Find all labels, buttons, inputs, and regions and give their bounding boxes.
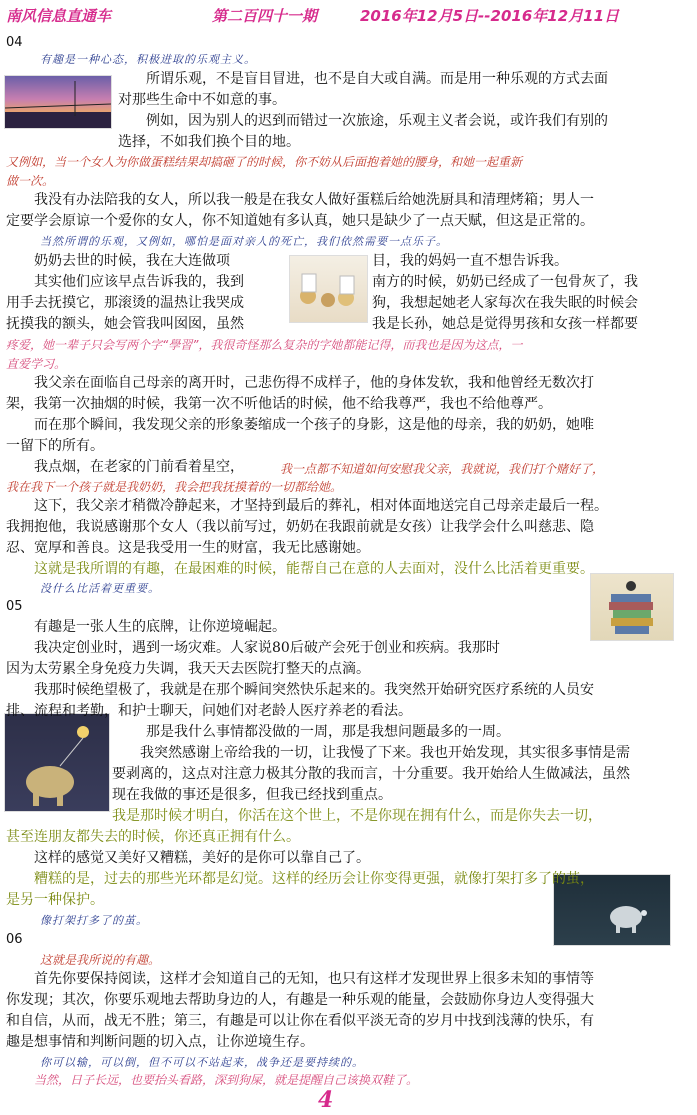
paragraph-line: 我父亲在面临自己母亲的离开时，己悲伤得不成样子，他的身体发软，我和他曾经无数次打: [34, 375, 594, 391]
annotation-line: 这就是我所说的有趣。: [40, 953, 161, 967]
paragraph-line: 抚摸我的额头，她会管我叫囡囡，虽然: [6, 316, 244, 332]
paragraph-line: 一留下的所有。: [6, 438, 104, 454]
paragraph-line: 狗，我想起她老人家每次在我失眠的时候会: [372, 295, 638, 311]
paragraph-line: 这样的感觉又美好又糟糕，美好的是你可以靠自己了。: [34, 850, 370, 866]
paragraph-line: 排、流程和考勤，和护士聊天，问她们对老龄人医疗养老的看法。: [6, 703, 412, 719]
paragraph-line: 定要学会原谅一个爱你的女人，你不知道她有多认真，她只是缺少了一点天赋，但这是正常的。: [6, 213, 594, 229]
paragraph-line: 首先你要保持阅读，这样才会知道自己的无知，也只有这样才发现世界上很多未知的事情等: [34, 971, 594, 987]
paragraph-line: 南方的时候，奶奶已经成了一包骨灰了，我: [372, 274, 638, 290]
paragraph-line: 目，我的妈妈一直不想告诉我。: [372, 253, 568, 269]
page-header: [0, 0, 697, 28]
highlight-line: 甚至连朋友都失去的时候，你还真正拥有什么。: [6, 829, 300, 845]
paragraph-line: 那是我什么事情都没做的一周，那是我想问题最多的一周。: [146, 724, 510, 740]
paragraph-line: 而在那个瞬间，我发现父亲的形象萎缩成一个孩子的身影，这是他的母亲，我的奶奶，她唯: [34, 417, 594, 433]
paragraph-line: 我没有办法陪我的女人，所以我一般是在我女人做好蛋糕后给她洗厨具和清理烤箱；男人一: [34, 192, 594, 208]
paragraph-line: 我突然感谢上帝给我的一切，让我慢了下来。我也开始发现，其实很多事情是需: [140, 745, 630, 761]
paragraph-line: 我拥抱他，我说感谢那个女人（我以前写过，奶奶在我跟前就是女孩）让我学会什么叫慈悲、隐: [6, 519, 594, 535]
annotation-line: 你可以输，可以倒，但不可以不站起来，战争还是要持续的。: [40, 1056, 364, 1069]
elephant-balloon-illustration: [4, 713, 110, 812]
issue-number: 第二百四十一期: [212, 7, 318, 25]
highlight-line: 糟糕的是，过去的那些光环都是幻觉。这样的经历会让你变得更强，就像打架打多了的茧，: [34, 871, 594, 887]
paragraph-line: 要剥离的，这点对注意力极其分散的我而言，十分重要。我开始给人生做减法，虽然: [112, 766, 630, 782]
photo-clips-image: [289, 255, 368, 323]
section-04-number: 04: [6, 35, 23, 50]
annotation-line: 我在我下一个孩子就是我奶奶，我会把我抚摸着的一切都给她。: [6, 480, 343, 494]
paragraph-line: 所谓乐观，不是盲目冒进，也不是自大或自满。而是用一种乐观的方式去面: [146, 71, 608, 87]
paragraph-line: 例如，因为别人的迟到而错过一次旅途，乐观主义者会说，或许我们有别的: [146, 113, 608, 129]
paragraph-line: 有趣是一张人生的底牌，让你逆境崛起。: [34, 619, 286, 635]
book-stack-illustration: [590, 573, 674, 641]
paragraph-line: 架，我第一次抽烟的时候，我第一次不听他话的时候，他不给我尊严，我也不给他尊严。: [6, 396, 552, 412]
paragraph-line: 因为太劳累全身免疫力失调，我天天去医院打整天的点滴。: [6, 661, 370, 677]
paragraph-line: 我决定创业时，遇到一场灾难。人家说80后破产会死于创业和疾病。我那时: [34, 640, 500, 656]
annotation-line: 又例如，当一个女人为你做蛋糕结果却搞砸了的时候，你不妨从后面抱着她的腰身，和她一起重新: [6, 155, 523, 169]
section-06-number: 06: [6, 932, 23, 947]
annotation-line: 当然，日子长远，也要抬头看路，深到狗屎，就是提醒自己该换双鞋了。: [34, 1073, 419, 1087]
paragraph-line: 忍、宽厚和善良。这是我受用一生的财富，我无比感谢她。: [6, 540, 370, 556]
paragraph-line: 我点烟，在老家的门前看着星空，: [34, 459, 244, 475]
paragraph-line: 其实他们应该早点告诉我的，我到: [34, 274, 244, 290]
paragraph-line: 这下，我父亲才稍微冷静起来，才坚持到最后的葬礼，相对体面地送完自己母亲走最后一程。: [34, 498, 608, 514]
annotation-line: 像打架打多了的茧。: [40, 914, 148, 927]
paragraph-line: 对那些生命中不如意的事。: [118, 92, 286, 108]
paragraph-line: 我是长孙，她总是觉得男孩和女孩一样都要: [372, 316, 638, 332]
section-05-number: 05: [6, 599, 23, 614]
date-range: 2016年12月5日--2016年12月11日: [360, 7, 620, 25]
newsletter-name: 南风信息直通车: [6, 7, 112, 25]
annotation-line: 做一次。: [6, 174, 55, 188]
annotation-line: 直爱学习。: [6, 357, 67, 371]
paragraph-line: 现在我做的事还是很多，但我已经找到重点。: [112, 787, 392, 803]
annotation-line: 没什么比活着更重要。: [40, 582, 160, 595]
highlight-line: 是另一种保护。: [6, 892, 104, 908]
paragraph-line: 选择，不如我们换个目的地。: [118, 134, 300, 150]
annotation-line: 当然所谓的乐观，又例如，哪怕是面对亲人的死亡，我们依然需要一点乐子。: [40, 235, 448, 248]
sunset-sky-image: [4, 75, 112, 129]
highlight-line: 这就是我所谓的有趣，在最困难的时候，能帮自己在意的人去面对，没什么比活着更重要。: [34, 561, 594, 577]
paragraph-line: 用手去抚摸它，那滚烫的温热让我哭成: [6, 295, 244, 311]
annotation-line: 疼爱，她一辈子只会写两个字“學習”，我很奇怪那么复杂的字她都能记得，而我也是因为这点，一: [6, 338, 523, 352]
paragraph-line: 奶奶去世的时候，我在大连做项: [34, 253, 230, 269]
page-number: 4: [318, 1087, 334, 1113]
annotation-line: 我一点都不知道如何安慰我父亲，我就说，我们打个赌好了，: [280, 462, 605, 476]
paragraph-line: 和自信，从而，战无不胜；第三，有趣是可以让你在看似平淡无奇的岁月中找到浅薄的快乐，有: [6, 1013, 594, 1029]
paragraph-line: 你发现；其次，你要乐观地去帮助身边的人，有趣是一种乐观的能量，会鼓励你身边人变得强大: [6, 992, 594, 1008]
highlight-line: 我是那时候才明白，你活在这个世上，不是你现在拥有什么，而是你失去一切，: [112, 808, 602, 824]
paragraph-line: 趣是想事情和判断问题的切入点，让你逆境生存。: [6, 1034, 314, 1050]
paragraph-line: 我那时候绝望极了，我就是在那个瞬间突然快乐起来的。我突然开始研究医疗系统的人员安: [34, 682, 594, 698]
section-04-subtitle: 有趣是一种心态，积极进取的乐观主义。: [40, 53, 256, 66]
